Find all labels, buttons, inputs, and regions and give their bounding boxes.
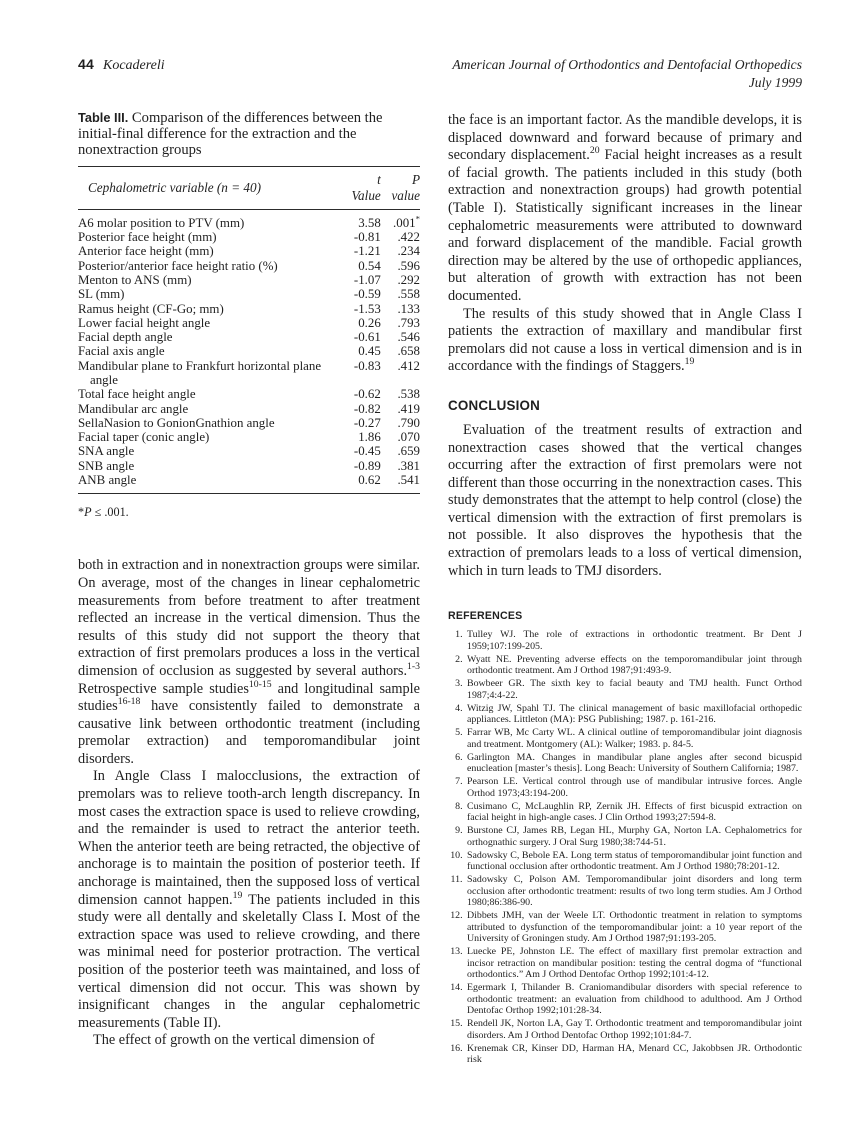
cell-variable: Facial taper (conic angle) bbox=[78, 430, 210, 445]
reference-item: 8. Cusimano C, McLaughlin RP, Zernik JH. Effects of first bicuspid extraction on facial height in high-angle cases. J Clin Orthod 1993;27:594-8. bbox=[465, 801, 802, 824]
table-row bbox=[78, 387, 420, 401]
running-head bbox=[78, 56, 802, 92]
cell-p-value: .541 bbox=[397, 473, 420, 488]
table-row bbox=[78, 359, 420, 388]
cell-p-value: .412 bbox=[397, 358, 420, 373]
cell-variable: Facial axis angle bbox=[78, 344, 165, 359]
table-iii bbox=[78, 166, 420, 495]
reference-item: 11. Sadowsky C, Polson AM. Temporomandibular joint disorders and long term occlusion after orthodontic treatment: results of two long term studies. Am J Orthod 1980;86:386-90. bbox=[465, 874, 802, 909]
cell-t-value: -0.81 bbox=[353, 230, 381, 245]
column-header-variable: Cephalometric variable (n = 40) bbox=[78, 166, 345, 209]
table-row bbox=[78, 316, 420, 330]
reference-item: 15. Rendell JK, Norton LA, Gay T. Orthodontic treatment and temporomandibular joint disorders. Am J Orthod Dentofac Orthop 1992;101:84-7. bbox=[465, 1018, 802, 1041]
table-row bbox=[78, 244, 420, 258]
citation-superscript: 19 bbox=[684, 356, 695, 368]
paragraph: both in extraction and in nonextraction groups were similar. On average, most of the changes in linear cephalometric measurements from before treatment to after treatment reflected an increase in the vertical dimension. Thus the results of this study did not support the theory that extraction of first premolars produces a loss in the vertical dimension of occlusion as suggested by several authors.$^{1-3}$ Retrospective sample studies$^{10-15}$ and longitudinal sample studies$^{16-18}$ have consistently failed to demonstrate a causative link between orthodontic treatment (including premolar extraction) and temporomandibular joint disorders. bbox=[78, 557, 420, 767]
cell-p-value: .558 bbox=[397, 287, 420, 302]
reference-item: 13. Luecke PE, Johnston LE. The effect of maxillary first premolar extraction and incisor retraction on mandibular position: testing the central dogma of “functional orthodontics.” Am J Orthod Dentofac Orthop 1992;101:4-12. bbox=[465, 946, 802, 981]
author-name: Kocadereli bbox=[102, 58, 165, 73]
table-row bbox=[78, 209, 420, 230]
cell-t-value: -0.82 bbox=[353, 401, 381, 416]
right-column bbox=[448, 112, 802, 1067]
paragraph: In Angle Class I malocclusions, the extraction of premolars was to relieve tooth-arch length discrepancy. In most cases the extraction space is used to relieve crowding, and the remainder is used to retract the anterior teeth. When the anterior teeth are being retracted, the objective of anchorage is to maintain the position of posterior teeth. If anchorage is maintained, then the supposed loss of vertical dimension cannot happen.$^{19}$ The patients included in this study were all dentally and skeletally Class I. Most of the extraction space was used to relieve crowding, and there was minimal need for posterior protraction. The vertical position of the posterior teeth was maintained, and loss of vertical dimension did not occur. This was shown by insignificant changes in the angular cephalometric measurements (Table II). bbox=[78, 768, 420, 1031]
cell-variable: Menton to ANS (mm) bbox=[78, 272, 192, 287]
reference-item: 7. Pearson LE. Vertical control through use of mandibular intrusive forces. Angle Orthod 1973;43:194-200. bbox=[465, 776, 802, 799]
reference-item: 12. Dibbets JMH, van der Weele LT. Orthodontic treatment in relation to symptoms attributed to dysfunction of the temporomandibular joint: a 10 year report of the University of Groningen study. Am J Orthod 1987;91:193-205. bbox=[465, 910, 802, 945]
table-row bbox=[78, 259, 420, 273]
footnote-text: ≤ .001. bbox=[91, 505, 129, 520]
cell-t-value: -1.07 bbox=[353, 272, 381, 287]
cell-variable: Facial depth angle bbox=[78, 330, 173, 345]
reference-item: 5. Farrar WB, Mc Carty WL. A clinical outline of temporomandibular joint diagnosis and treatment. Montgomery (AL): Walker; 1983. p. 84-5. bbox=[465, 727, 802, 750]
table-row bbox=[78, 287, 420, 301]
cell-variable: SNA angle bbox=[78, 444, 135, 459]
cell-t-value: 1.86 bbox=[358, 430, 381, 445]
table-row bbox=[78, 302, 420, 316]
citation-superscript: 20 bbox=[589, 145, 600, 157]
reference-item: 1. Tulley WJ. The role of extractions in orthodontic treatment. Br Dent J 1959;107:199-205. bbox=[465, 629, 802, 652]
cell-p-value: .381 bbox=[397, 458, 420, 473]
citation-superscript: 16-18 bbox=[117, 696, 141, 708]
cell-variable: A6 molar position to PTV (mm) bbox=[78, 215, 245, 230]
cell-variable: SellaNasion to GonionGnathion angle bbox=[78, 415, 275, 430]
cell-p-value: .001* bbox=[393, 213, 420, 230]
cell-p-value: .658 bbox=[397, 344, 420, 359]
paragraph: the face is an important factor. As the mandible develops, it is displaced downward and forward because of primary and secondary displacement.$^{20}$ Facial height increases as a result of facial growth. The patients included in this study (both extraction and nonextraction groups) had growth potential (Table I). Statistically significant increases in the linear cephalometric measurements were attributed to downward and forward displacement of the mandible. Facial growth direction may be altered by the use of orthopedic appliances, but alteration of growth with extraction has not been documented. bbox=[448, 112, 802, 304]
cell-t-value: -0.45 bbox=[353, 444, 381, 459]
table-row bbox=[78, 444, 420, 458]
table-row bbox=[78, 230, 420, 244]
cell-t-value: -0.61 bbox=[353, 330, 381, 345]
table-row bbox=[78, 416, 420, 430]
cell-variable: Posterior/anterior face height ratio (%) bbox=[78, 258, 278, 273]
reference-item: 4. Witzig JW, Spahl TJ. The clinical management of basic maxillofacial orthopedic appliances. Littleton (MA): PSG Publishing; 1987. p. 161-216. bbox=[465, 703, 802, 726]
cell-variable: Total face height angle bbox=[78, 387, 196, 402]
cell-t-value: -0.27 bbox=[353, 415, 381, 430]
cell-p-value: .422 bbox=[397, 230, 420, 245]
citation-superscript: 19 bbox=[232, 889, 243, 901]
table-row bbox=[78, 344, 420, 358]
cell-t-value: 0.26 bbox=[358, 315, 381, 330]
cell-t-value: -1.21 bbox=[353, 244, 381, 259]
page-number: 44 bbox=[78, 56, 94, 72]
footnote-star: * bbox=[78, 505, 85, 520]
column-header-p-value: P value bbox=[381, 166, 420, 209]
reference-item: 6. Garlington MA. Changes in mandibular plane angles after second bicuspid enucleation [master’s thesis]. Long Beach: University of Southern California; 1987. bbox=[465, 752, 802, 775]
column-header-t-value: t Value bbox=[345, 166, 381, 209]
cell-p-value: .546 bbox=[397, 330, 420, 345]
cell-variable: Mandibular plane to Frankfurt horizontal plane angle bbox=[78, 358, 322, 387]
reference-item: 16. Krenemak CR, Kinser DD, Harman HA, Menard CC, Jakobbsen JR. Orthodontic risk bbox=[465, 1043, 802, 1066]
citation-superscript: 1-3 bbox=[407, 661, 420, 673]
cell-t-value: -0.62 bbox=[353, 387, 381, 402]
cell-variable: Posterior face height (mm) bbox=[78, 230, 217, 245]
cell-variable: Ramus height (CF-Go; mm) bbox=[78, 301, 224, 316]
cell-p-value: .133 bbox=[397, 301, 420, 316]
running-head-right bbox=[452, 56, 802, 92]
cell-p-value: .070 bbox=[397, 430, 420, 445]
cell-p-value: .793 bbox=[397, 315, 420, 330]
cell-t-value: 0.62 bbox=[358, 473, 381, 488]
cell-variable: ANB angle bbox=[78, 473, 137, 488]
reference-item: 14. Egermark I, Thilander B. Craniomandibular disorders with special reference to orthodontic treatment: an evaluation from childhood to adulthood. Am J Orthod Dentofac Orthop 1992;101:28-34. bbox=[465, 982, 802, 1017]
journal-title: American Journal of Orthodontics and Dentofacial Orthopedics bbox=[452, 57, 802, 72]
table-footnote bbox=[78, 505, 420, 520]
references-list bbox=[448, 629, 802, 1066]
table-row bbox=[78, 473, 420, 494]
cell-p-value: .538 bbox=[397, 387, 420, 402]
cell-t-value: 3.58 bbox=[358, 215, 381, 230]
cell-p-value: .292 bbox=[397, 272, 420, 287]
cell-p-value: .790 bbox=[397, 415, 420, 430]
cell-t-value: 0.54 bbox=[358, 258, 381, 273]
reference-item: 10. Sadowsky C, Bebole EA. Long term status of temporomandibular joint function and functional occlusion after orthodontic treatment. Am J Orthod 1980;78:201-12. bbox=[465, 850, 802, 873]
table-body bbox=[78, 209, 420, 494]
table-row bbox=[78, 430, 420, 444]
left-column bbox=[78, 110, 420, 1050]
cell-variable: SL (mm) bbox=[78, 287, 125, 302]
cell-t-value: 0.45 bbox=[358, 344, 381, 359]
reference-item: 9. Burstone CJ, James RB, Legan HL, Murphy GA, Norton LA. Cephalometrics for orthognathic surgery. J Oral Surg 1980;38:744-51. bbox=[465, 825, 802, 848]
table-caption-text: Comparison of the differences between the initial-final difference for the extraction and the nonextraction groups bbox=[78, 110, 383, 158]
cell-t-value: -0.89 bbox=[353, 458, 381, 473]
paragraph: The effect of growth on the vertical dimension of bbox=[93, 1032, 375, 1049]
table-row bbox=[78, 402, 420, 416]
table-row bbox=[78, 459, 420, 473]
running-head-left bbox=[78, 56, 165, 74]
table-row bbox=[78, 273, 420, 287]
footnote-variable: P bbox=[84, 505, 92, 520]
cell-p-value: .659 bbox=[397, 444, 420, 459]
issue-date: July 1999 bbox=[748, 75, 802, 90]
cell-p-value: .419 bbox=[397, 401, 420, 416]
cell-t-value: -1.53 bbox=[353, 301, 381, 316]
cell-variable: SNB angle bbox=[78, 458, 135, 473]
cell-variable: Anterior face height (mm) bbox=[78, 244, 214, 259]
cell-t-value: -0.83 bbox=[353, 358, 381, 373]
cell-variable: Mandibular arc angle bbox=[78, 401, 189, 416]
references-heading: REFERENCES bbox=[448, 610, 523, 623]
table-caption bbox=[78, 110, 420, 159]
conclusion-paragraph: Evaluation of the treatment results of extraction and nonextraction cases showed that the vertical changes occurring after the extraction of first premolars were not different than those occurring in the nonextraction cases. This study demonstrates that the attempt to help control (close) the vertical dimension with the extraction of first premolars is not possible. It also disproves the hypothesis that the extraction of premolars leads to a loss of vertical dimension, which in turn leads to TMJ disorders. bbox=[448, 421, 802, 579]
paragraph: The results of this study showed that in Angle Class I patients the extraction of maxillary and mandibular first premolars did not cause a loss in vertical dimension and is in accordance with the findings of Staggers.$^{19}$ bbox=[448, 305, 802, 375]
table-row bbox=[78, 330, 420, 344]
reference-item: 3. Bowbeer GR. The sixth key to facial beauty and TMJ health. Funct Orthod 1987;4:4-22. bbox=[465, 678, 802, 701]
cell-p-value: .596 bbox=[397, 258, 420, 273]
cell-variable: Lower facial height angle bbox=[78, 315, 211, 330]
reference-item: 2. Wyatt NE. Preventing adverse effects on the temporomandibular joint through orthodontic treatment. Am J Orthod 1987;91:493-9. bbox=[465, 654, 802, 677]
table-header bbox=[78, 166, 420, 209]
conclusion-heading: CONCLUSION bbox=[448, 397, 541, 413]
cell-t-value: -0.59 bbox=[353, 287, 381, 302]
citation-superscript: 10-15 bbox=[248, 678, 272, 690]
cell-p-value: .234 bbox=[397, 244, 420, 259]
table-label: Table III. bbox=[78, 110, 129, 125]
